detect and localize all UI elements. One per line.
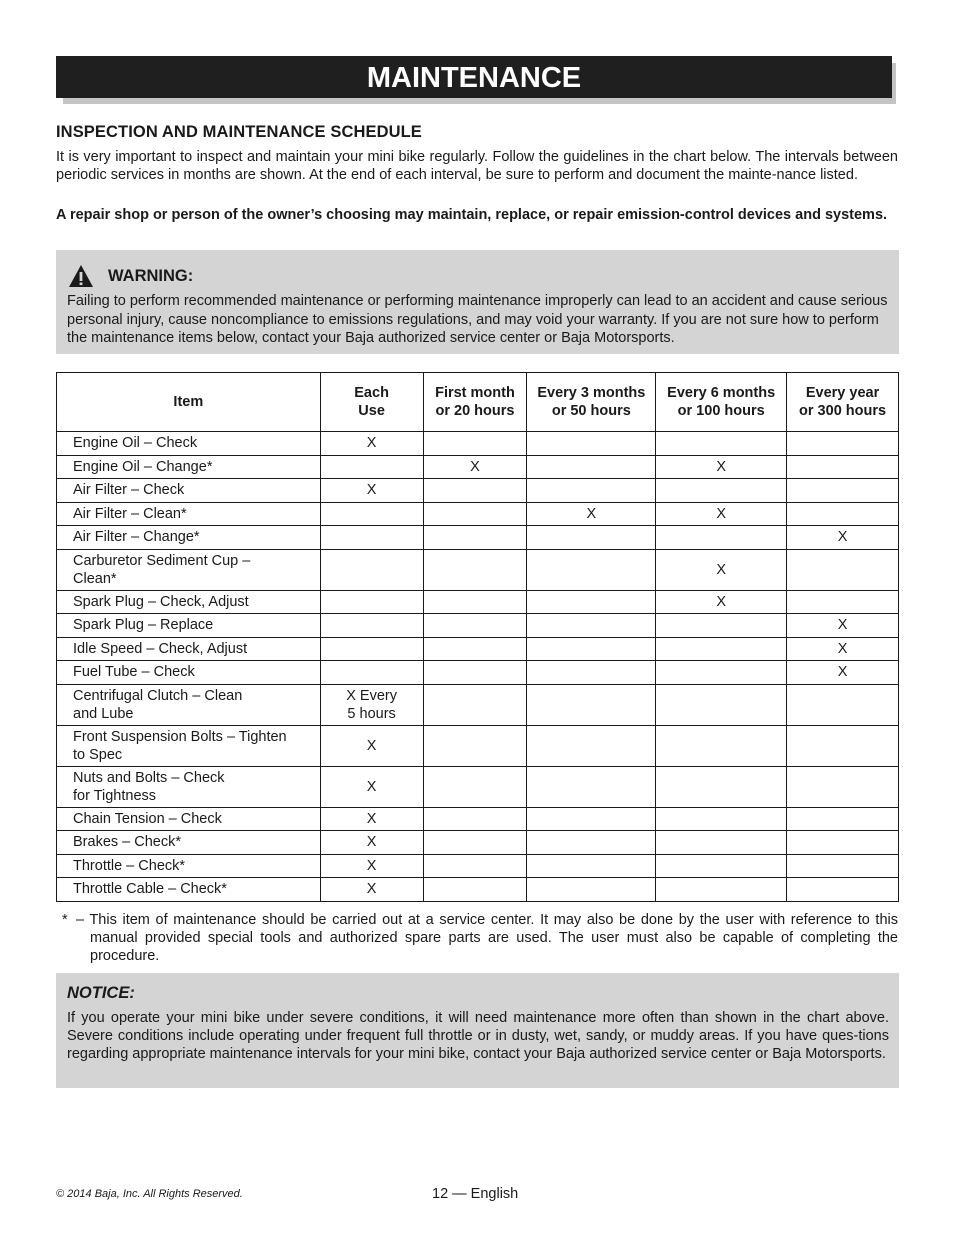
item-cell: Chain Tension – Check: [57, 807, 321, 831]
table-row: [57, 549, 899, 590]
footnote: [56, 911, 898, 965]
interval-cell: [320, 502, 423, 526]
interval-cell: [320, 637, 423, 661]
interval-cell: [527, 526, 656, 550]
item-cell: Air Filter – Clean*: [57, 502, 321, 526]
interval-cell: [423, 725, 527, 766]
interval-cell: X: [656, 590, 787, 614]
interval-cell: [423, 614, 527, 638]
interval-cell: [527, 549, 656, 590]
table-row: [57, 479, 899, 503]
item-cell: Carburetor Sediment Cup – Clean*: [57, 549, 321, 590]
interval-cell: X: [787, 637, 899, 661]
table-row: [57, 684, 899, 725]
interval-cell: [656, 614, 787, 638]
interval-cell: [423, 661, 527, 685]
interval-cell: [656, 831, 787, 855]
copyright: © 2014 Baja, Inc. All Rights Reserved.: [56, 1188, 243, 1200]
interval-cell: [527, 479, 656, 503]
interval-cell: [320, 526, 423, 550]
interval-cell: [656, 807, 787, 831]
interval-cell: [320, 549, 423, 590]
interval-cell: [527, 432, 656, 456]
interval-cell: [787, 725, 899, 766]
page-number: 12 — English: [432, 1186, 519, 1202]
interval-cell: [656, 637, 787, 661]
footnote-text: – This item of maintenance should be carried out at a service center. It may also be done by the user with reference to this manual provided special tools and authorized spare parts are used. The user must also be capable of completing the procedure.: [76, 912, 898, 964]
interval-cell: [656, 479, 787, 503]
interval-cell: [527, 455, 656, 479]
interval-cell: [527, 831, 656, 855]
interval-cell: [423, 854, 527, 878]
item-cell: Nuts and Bolts – Check for Tightness: [57, 766, 321, 807]
warning-triangle-icon: [68, 264, 94, 288]
interval-cell: [320, 590, 423, 614]
footnote-marker: *: [62, 912, 68, 928]
table-row: [57, 614, 899, 638]
interval-cell: X: [320, 725, 423, 766]
table-row: [57, 502, 899, 526]
interval-cell: X: [320, 831, 423, 855]
interval-cell: [787, 549, 899, 590]
interval-cell: [787, 479, 899, 503]
warning-header: [68, 264, 193, 288]
interval-cell: X Every 5 hours: [320, 684, 423, 725]
warning-text: Failing to perform recommended maintenance or performing maintenance improperly can lead to an accident and cause serious personal injury, cause noncompliance to emissions regulations, and may void your warranty. If you are not sure how to perform the maintenance items below, contact your Baja authorized service center or Baja Motorsports.: [67, 293, 888, 346]
interval-cell: X: [787, 661, 899, 685]
item-cell: Engine Oil – Change*: [57, 455, 321, 479]
interval-cell: [787, 684, 899, 725]
interval-cell: [527, 766, 656, 807]
column-header: First month or 20 hours: [423, 373, 527, 432]
interval-cell: [656, 854, 787, 878]
interval-cell: X: [423, 455, 527, 479]
interval-cell: [527, 590, 656, 614]
item-cell: Brakes – Check*: [57, 831, 321, 855]
table-row: [57, 878, 899, 902]
interval-cell: [423, 432, 527, 456]
interval-cell: [787, 590, 899, 614]
interval-cell: [656, 766, 787, 807]
interval-cell: [423, 831, 527, 855]
interval-cell: [423, 590, 527, 614]
emission-note: A repair shop or person of the owner’s choosing may maintain, replace, or repair emission-control devices and systems.: [56, 207, 888, 223]
interval-cell: [527, 637, 656, 661]
notice-title: NOTICE:: [67, 984, 135, 1002]
interval-cell: [527, 684, 656, 725]
interval-cell: X: [656, 455, 787, 479]
warning-title: WARNING:: [108, 266, 194, 285]
interval-cell: [527, 854, 656, 878]
interval-cell: [320, 614, 423, 638]
interval-cell: [527, 878, 656, 902]
interval-cell: [787, 432, 899, 456]
interval-cell: [423, 878, 527, 902]
interval-cell: [320, 661, 423, 685]
interval-cell: X: [656, 549, 787, 590]
interval-cell: [423, 502, 527, 526]
interval-cell: [656, 878, 787, 902]
item-cell: Air Filter – Check: [57, 479, 321, 503]
interval-cell: [423, 479, 527, 503]
table-row: [57, 725, 899, 766]
column-header: Every year or 300 hours: [787, 373, 899, 432]
interval-cell: [656, 432, 787, 456]
notice-box: [56, 973, 899, 1088]
column-header: Each Use: [320, 373, 423, 432]
table-row: [57, 637, 899, 661]
table-row: [57, 432, 899, 456]
interval-cell: X: [787, 526, 899, 550]
interval-cell: [656, 661, 787, 685]
interval-cell: X: [527, 502, 656, 526]
table-row: [57, 854, 899, 878]
table-row: [57, 661, 899, 685]
table-body: [57, 432, 899, 902]
interval-cell: [527, 725, 656, 766]
item-cell: Spark Plug – Check, Adjust: [57, 590, 321, 614]
interval-cell: X: [656, 502, 787, 526]
interval-cell: [527, 614, 656, 638]
column-header: Every 3 months or 50 hours: [527, 373, 656, 432]
interval-cell: [423, 807, 527, 831]
page-title: MAINTENANCE: [56, 56, 892, 98]
section-heading: INSPECTION AND MAINTENANCE SCHEDULE: [56, 123, 422, 141]
table-row: [57, 766, 899, 807]
interval-cell: X: [320, 807, 423, 831]
interval-cell: [423, 526, 527, 550]
interval-cell: [423, 637, 527, 661]
item-cell: Throttle – Check*: [57, 854, 321, 878]
item-cell: Air Filter – Change*: [57, 526, 321, 550]
table-row: [57, 831, 899, 855]
interval-cell: [787, 878, 899, 902]
item-cell: Front Suspension Bolts – Tighten to Spec: [57, 725, 321, 766]
interval-cell: [423, 766, 527, 807]
interval-cell: X: [787, 614, 899, 638]
interval-cell: [656, 526, 787, 550]
interval-cell: [656, 725, 787, 766]
interval-cell: [527, 807, 656, 831]
interval-cell: X: [320, 432, 423, 456]
table-row: [57, 807, 899, 831]
table-row: [57, 526, 899, 550]
maintenance-schedule-table: [56, 372, 899, 902]
intro-paragraph: It is very important to inspect and maintain your mini bike regularly. Follow the guidelines in the chart below. The intervals between periodic services in months are shown. At the end of each interval, be sure to perform and document the mainte-nance listed.: [56, 149, 898, 183]
table-header-row: [57, 373, 899, 432]
item-cell: Spark Plug – Replace: [57, 614, 321, 638]
interval-cell: [527, 661, 656, 685]
item-cell: Engine Oil – Check: [57, 432, 321, 456]
notice-text: If you operate your mini bike under severe conditions, it will need maintenance more often than shown in the chart above. Severe conditions include operating under frequent full throttle or in dusty, wet, sandy, or muddy areas. If you have ques-tions regarding appropriate maintenance intervals for your mini bike, contact your Baja authorized service center or Baja Motorsports.: [67, 1010, 889, 1062]
interval-cell: [320, 455, 423, 479]
column-header: Every 6 months or 100 hours: [656, 373, 787, 432]
interval-cell: X: [320, 854, 423, 878]
item-cell: Throttle Cable – Check*: [57, 878, 321, 902]
interval-cell: [787, 807, 899, 831]
item-cell: Centrifugal Clutch – Clean and Lube: [57, 684, 321, 725]
interval-cell: [787, 831, 899, 855]
interval-cell: X: [320, 479, 423, 503]
interval-cell: X: [320, 878, 423, 902]
warning-box: [56, 250, 899, 354]
interval-cell: [656, 684, 787, 725]
interval-cell: X: [320, 766, 423, 807]
interval-cell: [423, 549, 527, 590]
interval-cell: [787, 766, 899, 807]
item-cell: Fuel Tube – Check: [57, 661, 321, 685]
interval-cell: [787, 854, 899, 878]
interval-cell: [423, 684, 527, 725]
table-row: [57, 590, 899, 614]
item-cell: Idle Speed – Check, Adjust: [57, 637, 321, 661]
column-header-item: Item: [57, 373, 321, 432]
interval-cell: [787, 502, 899, 526]
table-row: [57, 455, 899, 479]
interval-cell: [787, 455, 899, 479]
